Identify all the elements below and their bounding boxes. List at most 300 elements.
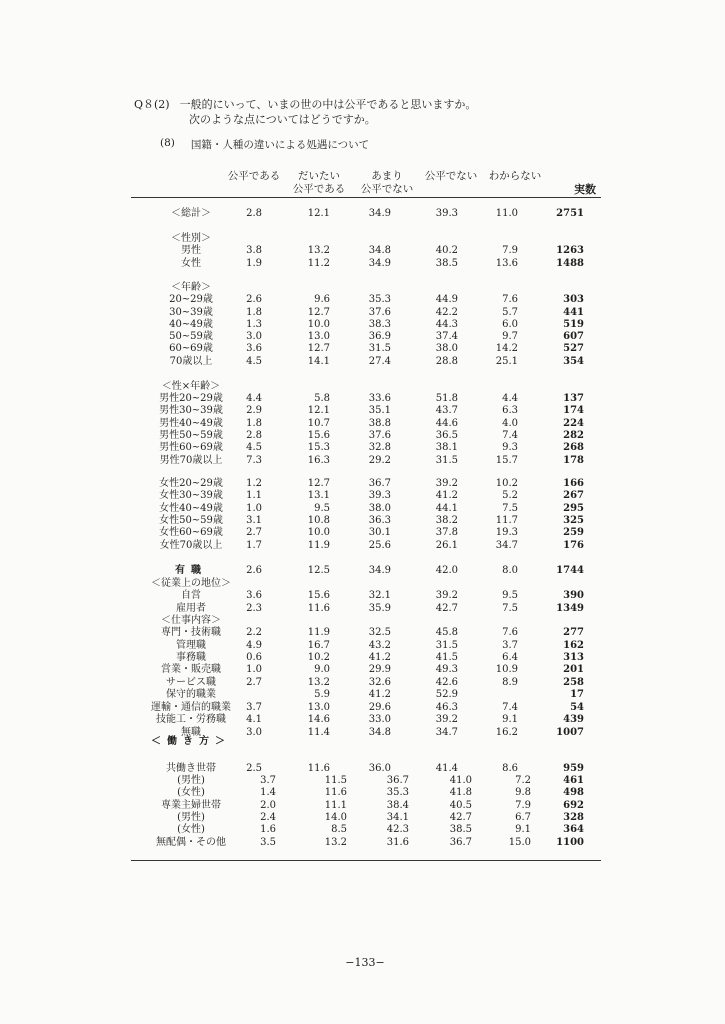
cell-count: 313 [563,652,584,663]
cell-count: 201 [563,664,584,675]
cell-count: 527 [563,343,584,354]
cell-value: 1.3 [246,319,262,330]
row-label: 男性70歳以上 [159,455,223,466]
cell-value: 4.0 [502,418,518,429]
col-header-mostly-fair-line1: だいたい [298,170,340,182]
cell-value: 3.5 [260,837,276,848]
sub-question-number: (8) [160,137,175,149]
cell-value: 41.8 [449,787,472,798]
cell-value: 5.2 [502,490,518,501]
question-text-line2: 次のような点についてはどうですか。 [189,113,376,126]
table-row [0,652,725,664]
cell-value: 3.0 [246,727,262,738]
section-header [0,578,725,590]
cell-value: 12.7 [307,478,330,489]
cell-value: 43.2 [368,640,391,651]
row-label: 女性40~49歳 [159,503,223,514]
cell-value: 29.2 [368,455,391,466]
cell-value: 2.6 [246,565,262,576]
cell-value: 1.8 [246,418,262,429]
cell-value: 34.1 [386,812,409,823]
cell-value: 1.0 [246,664,262,675]
sub-question-text: 国籍・人種の違いによる処遇について [190,139,370,151]
row-label: 70歳以上 [169,356,213,367]
cell-value: 29.6 [368,702,391,713]
table-row [0,702,725,714]
cell-value: 16.7 [307,640,330,651]
cell-value: 1.6 [260,824,276,835]
table-row [0,442,725,454]
table-row [0,664,725,676]
cell-count: 174 [563,405,584,416]
cell-value: 7.6 [502,627,518,638]
cell-value: 39.3 [368,490,391,501]
section-label: ＜働き方＞ [151,736,231,747]
table-row [0,356,725,368]
row-label: 運輸・通信的職業 [151,702,231,713]
cell-value: 15.3 [307,442,330,453]
cell-value: 31.5 [435,455,458,466]
row-label: (男性) [177,775,205,786]
cell-value: 19.3 [495,527,518,538]
table-row [0,343,725,355]
cell-count: 54 [570,702,584,713]
row-label: 女性70歳以上 [159,540,223,551]
cell-value: 41.4 [435,763,458,774]
cell-value: 7.2 [515,775,531,786]
cell-count: 268 [563,442,584,453]
cell-value: 39.2 [435,590,458,601]
cell-value: 44.6 [435,418,458,429]
cell-value: 36.3 [368,515,391,526]
table-row [0,430,725,442]
cell-value: 43.7 [435,405,458,416]
cell-value: 7.6 [502,294,518,305]
cell-value: 5.9 [314,689,330,700]
cell-value: 12.1 [307,405,330,416]
cell-value: 27.4 [368,356,391,367]
cell-value: 7.9 [515,800,531,811]
cell-value: 2.5 [246,763,262,774]
cell-value: 32.1 [368,590,391,601]
cell-value: 30.1 [368,527,391,538]
cell-value: 7.3 [246,455,262,466]
cell-count: 390 [563,590,584,601]
cell-value: 4.4 [246,393,262,404]
row-label: 女性 [181,258,201,269]
table-row [0,763,725,775]
cell-value: 15.6 [307,430,330,441]
table-row [0,837,725,849]
cell-count: 1349 [556,603,584,614]
cell-value: 1.0 [246,503,262,514]
cell-value: 13.0 [307,702,330,713]
cell-value: 14.1 [307,356,330,367]
cell-value: 14.2 [495,343,518,354]
cell-value: 15.6 [307,590,330,601]
cell-count: 959 [563,763,584,774]
table-row [0,540,725,552]
cell-value: 37.4 [435,331,458,342]
page-number: −133− [345,956,385,969]
row-label: サービス職 [166,677,216,688]
col-header-mostly-fair-line2: 公平である [292,183,346,195]
cell-value: 44.9 [435,294,458,305]
row-label: 50~59歳 [169,331,213,342]
cell-value: 9.0 [314,664,330,675]
cell-value: 9.7 [502,331,518,342]
cell-value: 31.5 [435,640,458,651]
cell-value: 34.8 [368,727,391,738]
cell-value: 7.5 [502,603,518,614]
cell-value: 14.6 [307,714,330,725]
question-number: Q８(2) [134,98,170,111]
section-label: ＜年齢＞ [171,282,211,293]
table-row [0,640,725,652]
cell-value: 5.8 [314,393,330,404]
cell-value: 2.8 [246,430,262,441]
row-label: 20~29歳 [169,294,213,305]
row-label: 雇用者 [176,603,206,614]
cell-value: 3.6 [246,590,262,601]
cell-value: 39.2 [435,478,458,489]
cell-count: 259 [563,527,584,538]
cell-value: 41.2 [435,490,458,501]
table-row [0,490,725,502]
cell-value: 36.9 [368,331,391,342]
row-label: 30~39歳 [169,307,213,318]
cell-value: 3.7 [260,775,276,786]
cell-value: 32.8 [368,442,391,453]
cell-count: 162 [563,640,584,651]
row-label: 女性20~29歳 [159,478,223,489]
section-label: ＜性×年齢＞ [161,381,221,392]
cell-value: 36.0 [368,763,391,774]
cell-value: 12.7 [307,307,330,318]
row-label: 営業・販売職 [161,664,221,675]
table-row [0,565,725,577]
row-label: 管理職 [176,640,206,651]
col-header-fair-label: 公平である [227,170,281,182]
cell-count: 295 [563,503,584,514]
cell-value: 7.4 [502,702,518,713]
header-rule [131,197,601,198]
cell-value: 38.8 [368,418,391,429]
cell-value: 11.9 [307,540,330,551]
row-label: 男性20~29歳 [159,393,223,404]
cell-value: 41.5 [435,652,458,663]
cell-value: 40.2 [435,245,458,256]
row-label: 無配偶・その他 [156,837,226,848]
col-header-not-very-fair [354,170,420,196]
col-header-dont-know-label: わからない [488,170,542,182]
cell-value: 11.1 [324,800,347,811]
cell-count: 137 [563,393,584,404]
table-row [0,677,725,689]
col-header-not-very-fair-line2: 公平でない [360,183,414,195]
cell-value: 12.7 [307,343,330,354]
cell-value: 2.9 [246,405,262,416]
cell-value: 11.9 [307,627,330,638]
cell-count: 519 [563,319,584,330]
cell-value: 8.9 [502,677,518,688]
cell-value: 28.8 [435,356,458,367]
cell-value: 11.6 [307,603,330,614]
cell-value: 36.5 [435,430,458,441]
cell-value: 16.3 [307,455,330,466]
cell-value: 38.5 [435,258,458,269]
cell-value: 4.5 [246,356,262,367]
cell-value: 29.9 [368,664,391,675]
table-row [0,405,725,417]
cell-value: 34.7 [495,540,518,551]
cell-count: 282 [563,430,584,441]
section-label: ＜仕事内容＞ [161,615,221,626]
row-label: 60~69歳 [169,343,213,354]
col-header-not-very-fair-line1: あまり [371,170,403,182]
col-header-fair [224,170,284,183]
cell-value: 1.9 [246,258,262,269]
cell-value: 34.9 [368,565,391,576]
cell-value: 38.4 [386,800,409,811]
cell-value: 38.0 [368,503,391,514]
cell-value: 3.0 [246,331,262,342]
question-line [134,96,476,112]
table-row [0,812,725,824]
cell-value: 38.2 [435,515,458,526]
cell-value: 39.2 [435,714,458,725]
table-row [0,787,725,799]
cell-value: 7.4 [502,430,518,441]
cell-value: 10.2 [495,478,518,489]
cell-value: 42.2 [435,307,458,318]
cell-value: 11.5 [324,775,347,786]
cell-value: 41.0 [449,775,472,786]
cell-value: 9.5 [314,503,330,514]
cell-value: 16.2 [495,727,518,738]
cell-value: 46.3 [435,702,458,713]
cell-value: 13.6 [495,258,518,269]
cell-value: 11.0 [495,208,518,219]
cell-value: 4.9 [246,640,262,651]
cell-value: 5.7 [502,307,518,318]
cell-value: 10.9 [495,664,518,675]
cell-value: 11.7 [495,515,518,526]
cell-value: 42.6 [435,677,458,688]
cell-value: 36.7 [449,837,472,848]
cell-value: 3.6 [246,343,262,354]
col-header-dont-know [484,170,546,183]
table-row [0,455,725,467]
cell-value: 26.1 [435,540,458,551]
cell-value: 38.0 [435,343,458,354]
cell-value: 32.6 [368,677,391,688]
cell-value: 9.5 [502,590,518,601]
cell-value: 8.5 [331,824,347,835]
table-row [0,294,725,306]
cell-value: 42.0 [435,565,458,576]
table-row [0,208,725,220]
cell-count: 1263 [556,245,584,256]
row-label: 専業主婦世帯 [161,800,221,811]
cell-value: 25.6 [368,540,391,551]
cell-value: 38.1 [435,442,458,453]
cell-value: 35.3 [386,787,409,798]
table-row [0,824,725,836]
cell-count: 328 [563,812,584,823]
cell-count: 439 [563,714,584,725]
cell-value: 42.3 [386,824,409,835]
cell-value: 51.8 [435,393,458,404]
cell-value: 1.8 [246,307,262,318]
cell-value: 34.7 [435,727,458,738]
col-header-mostly-fair [286,170,352,196]
cell-value: 3.1 [246,515,262,526]
row-label: 専門・技術職 [161,627,221,638]
cell-value: 13.2 [307,677,330,688]
cell-value: 11.4 [307,727,330,738]
table-row [0,590,725,602]
cell-value: 34.9 [368,208,391,219]
cell-count: 166 [563,478,584,489]
cell-value: 11.6 [307,763,330,774]
cell-value: 34.9 [368,258,391,269]
sub-question [160,137,369,152]
cell-value: 35.9 [368,603,391,614]
cell-count: 267 [563,490,584,501]
row-label: ＜総計＞ [171,208,211,219]
table-row [0,331,725,343]
cell-count: 692 [563,800,584,811]
table-row [0,603,725,615]
cell-value: 1.4 [260,787,276,798]
section-header [0,282,725,294]
cell-value: 2.7 [246,677,262,688]
row-label: 女性30~39歳 [159,490,223,501]
cell-value: 13.0 [307,331,330,342]
cell-count: 1007 [556,727,584,738]
cell-value: 1.7 [246,540,262,551]
cell-value: 31.6 [386,837,409,848]
col-header-unfair-label: 公平でない [424,170,478,182]
cell-value: 40.5 [449,800,472,811]
row-label: 自営 [181,590,201,601]
cell-value: 52.9 [435,689,458,700]
cell-value: 9.1 [515,824,531,835]
cell-value: 37.6 [368,430,391,441]
row-label: 無職 [181,727,201,738]
table-row [0,307,725,319]
row-label: 男性 [181,245,201,256]
cell-value: 49.3 [435,664,458,675]
cell-count: 364 [563,824,584,835]
table-row [0,714,725,726]
cell-value: 8.6 [502,763,518,774]
cell-count: 277 [563,627,584,638]
cell-value: 38.5 [449,824,472,835]
cell-value: 2.4 [260,812,276,823]
cell-count: 17 [570,689,584,700]
cell-value: 6.0 [502,319,518,330]
row-label: 有職 [175,565,207,576]
col-header-unfair [420,170,482,183]
cell-value: 42.7 [449,812,472,823]
section-label: ＜性別＞ [171,233,211,244]
cell-value: 15.0 [508,837,531,848]
row-label: (女性) [177,824,205,835]
cell-value: 39.3 [435,208,458,219]
cell-value: 36.7 [368,478,391,489]
cell-value: 33.6 [368,393,391,404]
cell-value: 13.1 [307,490,330,501]
section-header [0,381,725,393]
cell-value: 11.2 [307,258,330,269]
row-label: 男性60~69歳 [159,442,223,453]
row-label: 保守的職業 [166,689,216,700]
row-label: (男性) [177,812,205,823]
cell-value: 2.3 [246,603,262,614]
cell-value: 10.0 [307,319,330,330]
cell-value: 9.8 [515,787,531,798]
cell-value: 32.5 [368,627,391,638]
cell-value: 10.2 [307,652,330,663]
row-label: 共働き世帯 [166,763,216,774]
cell-value: 9.3 [502,442,518,453]
cell-value: 8.0 [502,565,518,576]
cell-count: 1744 [556,565,584,576]
table-row [0,319,725,331]
table-row [0,515,725,527]
cell-value: 12.5 [307,565,330,576]
cell-count: 461 [563,775,584,786]
cell-value: 2.0 [260,800,276,811]
cell-value: 6.7 [515,812,531,823]
cell-value: 10.8 [307,515,330,526]
table-row [0,393,725,405]
row-label: 男性30~39歳 [159,405,223,416]
cell-value: 11.6 [324,787,347,798]
cell-value: 3.7 [502,640,518,651]
section-header [0,233,725,245]
table-row [0,627,725,639]
cell-count: 441 [563,307,584,318]
cell-value: 3.7 [246,702,262,713]
section-label: ＜従業上の地位＞ [151,578,231,589]
cell-value: 6.4 [502,652,518,663]
table-row [0,689,725,701]
cell-value: 1.2 [246,478,262,489]
cell-value: 1.1 [246,490,262,501]
cell-value: 41.2 [368,652,391,663]
cell-value: 36.7 [386,775,409,786]
cell-value: 7.5 [502,503,518,514]
cell-value: 38.3 [368,319,391,330]
cell-count: 325 [563,515,584,526]
cell-value: 2.2 [246,627,262,638]
table-row [0,258,725,270]
section-header [0,736,725,748]
row-label: 男性40~49歳 [159,418,223,429]
cell-value: 35.3 [368,294,391,305]
cell-count: 2751 [556,208,584,219]
cell-value: 13.2 [324,837,347,848]
cell-count: 1488 [556,258,584,269]
row-label: 男性50~59歳 [159,430,223,441]
row-label: 女性50~59歳 [159,515,223,526]
cell-value: 44.1 [435,503,458,514]
cell-value: 2.6 [246,294,262,305]
cell-count: 607 [563,331,584,342]
